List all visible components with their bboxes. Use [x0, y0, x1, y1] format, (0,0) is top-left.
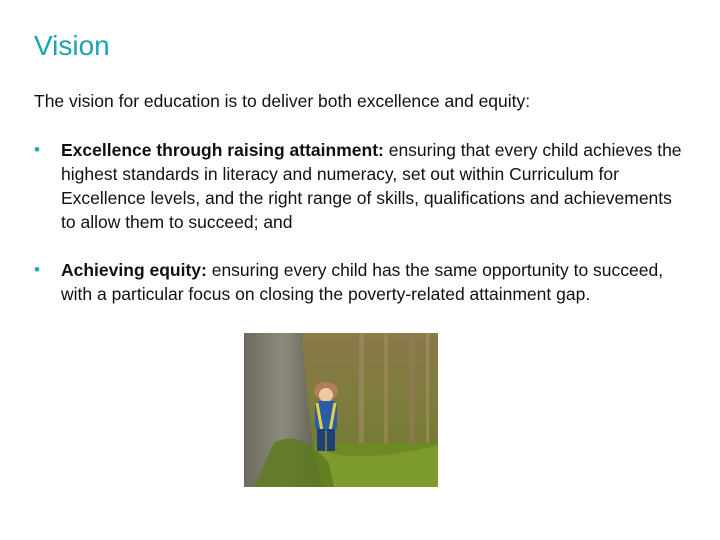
slide-title: Vision	[34, 30, 110, 61]
bullet-text: ensuring every child has the same opportunity to succeed, with a particular focus on closing the poverty-related attainment gap.	[61, 260, 664, 304]
child-in-woodland-photo	[244, 333, 438, 487]
bullet-item-equity	[34, 258, 684, 306]
bullet-icon: •	[34, 260, 40, 279]
bullet-lead: Achieving equity:	[61, 260, 207, 280]
intro-text: The vision for education is to deliver both excellence and equity:	[34, 91, 531, 111]
bullet-list	[34, 138, 684, 306]
bullet-icon: •	[34, 140, 40, 159]
bullet-item-excellence	[34, 138, 684, 234]
bullet-lead: Excellence through raising attainment:	[61, 140, 384, 160]
bullet-text: ensuring that every child achieves the highest standards in literacy and numeracy, set out within Curriculum for Excellence levels, and the right range of skills, qualifications and achievements to allow them to succeed; and	[61, 140, 682, 232]
